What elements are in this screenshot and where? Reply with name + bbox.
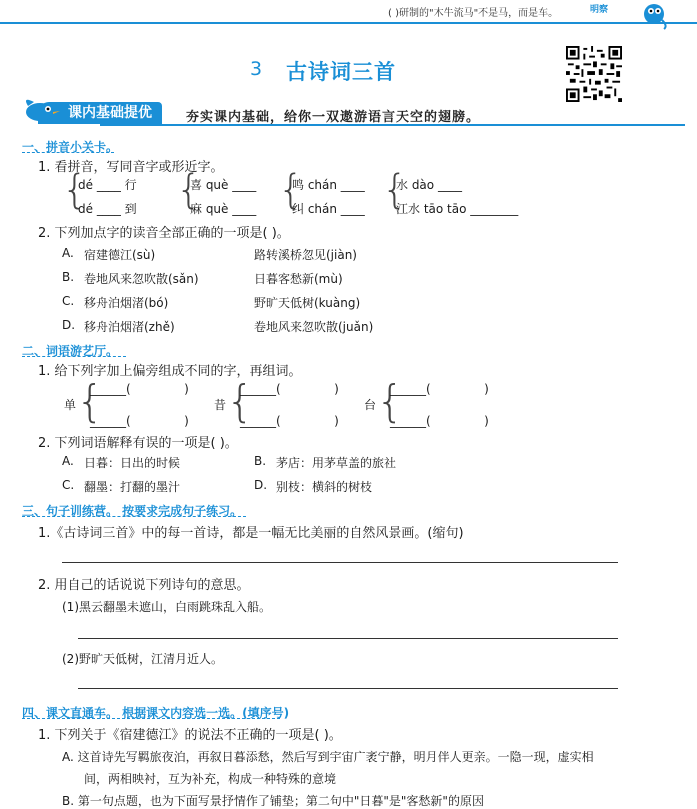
radical-char-2: 昔 <box>214 398 227 412</box>
s4-q1-option-b-partial: B. 第一句点题，也为下面写景抒情作了铺垫；第二句中"日暮"是"客愁新"的原因 <box>62 794 484 808</box>
brace-1: { <box>62 167 88 213</box>
bird-mascot-icon <box>20 96 64 126</box>
lesson-title: 古诗词三首 <box>286 60 396 84</box>
s2-q2-option-c: 翻墨：打翻的墨汁 <box>84 480 181 494</box>
s1-q2-option-b-second: 日暮客愁新(mù) <box>254 272 343 286</box>
s2-q2-option-d-label: D. <box>254 478 268 492</box>
s1-q2-option-b-first: 卷地风来忽吹散(sǎn) <box>84 272 199 286</box>
radical-brace-3: { <box>376 376 404 427</box>
radical-char-1: 单 <box>64 398 77 412</box>
s4-q1-option-a-line-2: 间，两相映衬，互为补充，构成一种特殊的意境 <box>84 772 337 786</box>
section-2-underline <box>22 356 126 357</box>
s1-q2-option-a-label: A. <box>62 246 74 260</box>
s1-q2-option-d-label: D. <box>62 318 76 332</box>
brace-2: { <box>176 167 202 213</box>
s1-q2-option-d-second: 卷地风来忽吹散(juǎn) <box>254 320 374 334</box>
s2-q2-option-c-label: C. <box>62 478 75 492</box>
brace-3: { <box>278 167 304 213</box>
mascot-icon <box>612 0 668 30</box>
s2-q2-option-b: 茅店：用茅草盖的旅社 <box>276 456 397 470</box>
section-3-underline <box>22 516 246 517</box>
qr-code-icon[interactable] <box>566 46 622 102</box>
pinyin-group-2-row-1: 喜 què ____ <box>190 178 257 192</box>
pinyin-group-2-row-2: 麻 què ____ <box>190 202 257 216</box>
s2-q2-option-a: 日暮：日出的时候 <box>84 456 181 470</box>
pinyin-group-4-row-2: 江水 tāo tāo ________ <box>396 202 519 216</box>
s1-q2-text: 2. 下列加点字的读音全部正确的一项是( )。 <box>38 226 290 241</box>
s2-q2-option-a-label: A. <box>62 454 74 468</box>
radical-2-row-1[interactable]: ______( ) <box>240 382 339 396</box>
radical-char-3: 台 <box>364 398 377 412</box>
radical-3-row-1[interactable]: ______( ) <box>390 382 489 396</box>
s2-q2-option-b-label: B. <box>254 454 267 468</box>
banner-label: 课内基础提优 <box>38 102 162 124</box>
brace-4: { <box>382 167 408 213</box>
section-1-title: 一、拼音小关卡。 <box>22 140 119 154</box>
radical-1-row-2[interactable]: ______( ) <box>90 414 189 428</box>
s1-q2-option-c-second: 野旷天低树(kuàng) <box>254 296 361 310</box>
section-4-title: 四、课文直通车。 根据课文内容选一选。(填序号) <box>22 706 290 720</box>
s1-q2-option-a-first: 宿建德江(sù) <box>84 248 156 262</box>
s4-q1-option-a-line-1: A. 这首诗先写羁旅夜泊，再叙日暮添愁，然后写到宇宙广袤宁静，明月伴人更亲。一隐一现，虚实相 <box>62 750 594 764</box>
s1-q1-text: 1. 看拼音，写同音字或形近字。 <box>38 160 224 175</box>
s1-q2-option-c-label: C. <box>62 294 75 308</box>
mascot-label: 明察 <box>590 5 609 15</box>
radical-3-row-2[interactable]: ______( ) <box>390 414 489 428</box>
radical-2-row-2[interactable]: ______( ) <box>240 414 339 428</box>
s3-q2-item-1: (1)黑云翻墨未遮山，白雨跳珠乱入船。 <box>62 600 271 614</box>
lesson-number: 3 <box>250 58 263 80</box>
section-3-title: 三、句子训练营。 按要求完成句子练习。 <box>22 504 243 518</box>
s2-q2-option-d: 别枝：横斜的树枝 <box>276 480 373 494</box>
s3-q2-text: 2. 用自己的话说说下列诗句的意思。 <box>38 578 250 593</box>
radical-1-row-1[interactable]: ______( ) <box>90 382 189 396</box>
pinyin-group-1-row-2: dé ____ 到 <box>78 202 137 216</box>
s1-q2-option-d-first: 移舟泊烟渚(zhě) <box>84 320 175 334</box>
pinyin-group-4-row-1: 水 dào ____ <box>396 178 462 192</box>
s3-q2-item-2: (2)野旷天低树，江清月近人。 <box>62 652 223 666</box>
section-2-title: 二、词语游艺厅。 <box>22 344 119 358</box>
pinyin-group-3-row-2: 纠 chán ____ <box>292 202 365 216</box>
s4-q1-text: 1. 下列关于《宿建德江》的说法不正确的一项是( )。 <box>38 728 342 743</box>
s3-q1-answer-line[interactable] <box>62 562 618 563</box>
s1-q2-option-b-label: B. <box>62 270 75 284</box>
banner-slogan: 夯实课内基础，给你一双遨游语言天空的翅膀。 <box>186 110 481 125</box>
section-1-underline <box>22 152 114 153</box>
pinyin-group-1-row-1: dé ____ 行 <box>78 178 137 192</box>
header-rule <box>0 22 697 24</box>
s3-q2-item-2-answer-line[interactable] <box>78 688 618 689</box>
s1-q2-option-a-second: 路转溪桥忽见(jiàn) <box>254 248 357 262</box>
s2-q1-text: 1. 给下列字加上偏旁组成不同的字，再组词。 <box>38 364 302 379</box>
running-header-text: ( )研制的"木牛流马"不是马，而是车。 <box>388 8 559 19</box>
radical-brace-2: { <box>226 376 254 427</box>
s2-q2-text: 2. 下列词语解释有误的一项是( )。 <box>38 436 238 451</box>
pinyin-group-3-row-1: 鸣 chán ____ <box>292 178 365 192</box>
s3-q2-item-1-answer-line[interactable] <box>78 638 618 639</box>
s1-q2-option-c-first: 移舟泊烟渚(bó) <box>84 296 169 310</box>
radical-brace-1: { <box>76 376 104 427</box>
section-4-underline <box>22 718 280 719</box>
s3-q1-text: 1.《古诗词三首》中的每一首诗，都是一幅无比美丽的自然风景画。(缩句) <box>38 526 464 541</box>
